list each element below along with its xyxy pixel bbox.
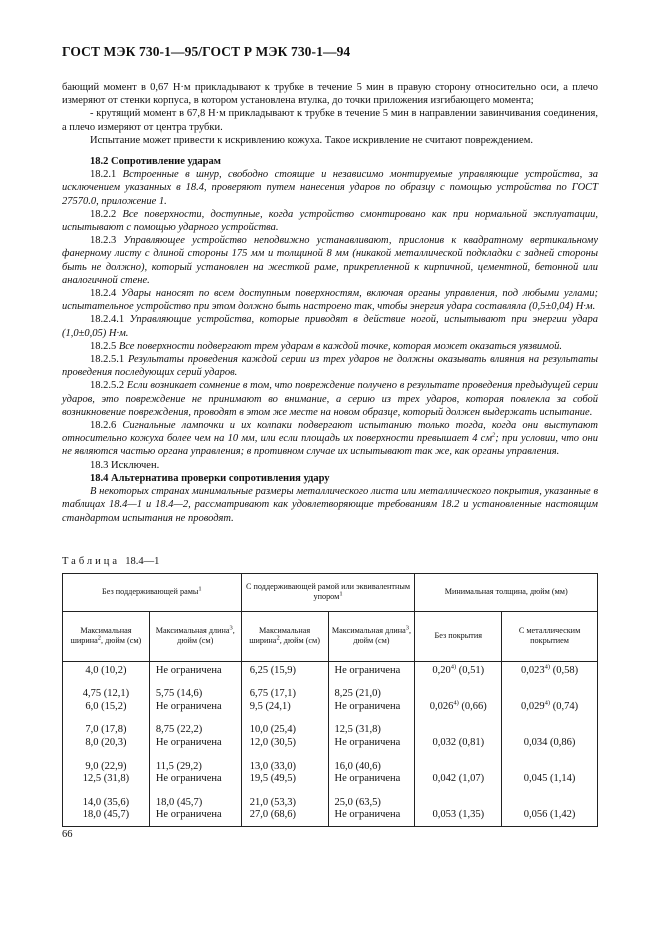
clause-18-3: 18.3 Исключен. [90,459,160,471]
clause-text: Встроенные в шнур, свободно стоящие и независимо монтируемые управляющие устройства, за исключением указанных в 18.4, проверяют путем нанесения ударов по образцу с помощью устройства по ГОСТ 27570.0, приложение 1. [62,169,598,207]
page-number: 66 [62,829,73,840]
table-caption-number: 18.4—1 [125,555,160,567]
table-18-4-1 [62,573,598,827]
clause-text: Сигнальные лампочки и их колпаки подвергают испытанию только тогда, когда они выступают относительно кожуха более чем на 10 мм, или если площадь их поверхности превышает 4 см [62,420,599,445]
group-header-no-frame: Без поддерживающей рамы$^1$ [63,573,242,611]
table-cell: 5,75 (14,6) Не ограничена [149,679,241,715]
clause-18-4-text: В некоторых странах минимальные размеры металлического листа или металлического покрытия, указанные в таблицах 18.4—1 и 18.4—2, рассматривают как удовлетворяющие требованиям 18.2 и установленные настоящим стандартом испытания не проводят. [62,486,598,524]
clause-number: 18.2.5 [90,340,117,352]
table-cell: 6,75 (17,1) 9,5 (24,1) [241,679,328,715]
table-cell: 7,0 (17,8) 8,0 (20,3) [63,715,150,751]
col-header-max-width: Максимальная ширина$^2$, дюйм (см) [63,611,150,661]
table-cell: 0,034 (0,86) [502,715,598,751]
clause-text: Удары наносят по всем доступным поверхностям, включая органы управления, под любыми углами; испытательное устройство при этом должно быть настроено так, чтобы энергия удара составляла (0,5±0,04) Н·м. [62,288,598,313]
clause-number: 18.2.2 [90,208,117,220]
section-heading-18-2: 18.2 Сопротивление ударам [90,156,221,168]
table-cell: 6,25 (15,9) [241,661,328,679]
superscript: 2 [492,431,496,439]
col-header-max-width: Максимальная ширина$^2$, дюйм (см) [241,611,328,661]
clause-number: 18.2.5.1 [90,354,125,366]
table-row [63,661,598,679]
table-cell: 9,0 (22,9) 12,5 (31,8) [63,752,150,788]
clause-18-2-3 [62,234,598,287]
clause-18-2-1 [62,168,598,208]
table-cell: 21,0 (53,3) 27,0 (68,6) [241,788,328,827]
col-header-coated: С металлическим покрытием [502,611,598,661]
table-row [63,715,598,751]
table-cell: 0,042 (1,07) [415,752,502,788]
table-cell: 18,0 (45,7) Не ограничена [149,788,241,827]
table-cell: 4,0 (10,2) [63,661,150,679]
col-header-uncoated: Без покрытия [415,611,502,661]
table-cell: 0,045 (1,14) [502,752,598,788]
clause-18-2-2 [62,208,598,234]
table-cell: 11,5 (29,2) Не ограничена [149,752,241,788]
table-cell: 0,023$^{4)}$ (0,58) [502,661,598,679]
table-cell: 10,0 (25,4) 12,0 (30,5) [241,715,328,751]
clause-number: 18.2.4.1 [90,314,125,326]
group-header-min-thickness: Минимальная толщина, дюйм (мм) [415,573,598,611]
table-cell: Не ограничена [328,661,415,679]
table-cell: 25,0 (63,5) Не ограничена [328,788,415,827]
table-cell: 12,5 (31,8) Не ограничена [328,715,415,751]
document-header: ГОСТ МЭК 730-1—95/ГОСТ Р МЭК 730-1—94 [62,44,351,59]
table-cell: 4,75 (12,1) 6,0 (15,2) [63,679,150,715]
paragraph: бающий момент в 0,67 Н·м прикладывают к трубке в течение 5 мин в правую сторону относительно оси, а плечо измеряют от стенки корпуса, в котором установлена втулка, до точки приложения изгибающего момента; [62,82,598,107]
clause-18-2-5-2 [62,379,598,419]
clause-18-2-5-1 [62,353,598,379]
table-cell: 13,0 (33,0) 19,5 (49,5) [241,752,328,788]
table-cell: 0,056 (1,42) [502,788,598,827]
clause-text: Если возникает сомнение в том, что повреждение получено в результате проведения предыдущей серии ударов, это повреждение не принимают во внимание, а серию из трех ударов, которая повлекла за собой возникновение повреждения, проводят в этом же месте на новом образце, который должен выдержать испытание. [62,380,598,418]
table-row [63,752,598,788]
body-text [62,81,598,525]
clause-number: 18.2.4 [90,288,117,300]
clause-text: ; при условии, что они не являются частью органа управления; в противном случае их испытывают так же, как органы управления. [62,433,598,458]
table-row [63,788,598,827]
clause-number: 18.2.6 [90,420,117,432]
paragraph: - крутящий момент в 67,8 Н·м прикладывают к трубке в течение 5 мин в направлении завинчивания соединения, а плечо измеряют от центра трубки. [62,108,598,133]
table-cell: 8,25 (21,0) Не ограничена [328,679,415,715]
table-cell: 0,026$^{4)}$ (0,66) [415,679,502,715]
table-cell: Не ограничена [149,661,241,679]
table-cell: 0,20$^{4)}$ (0,51) [415,661,502,679]
clause-18-2-5 [62,340,598,353]
table-cell: 14,0 (35,6) 18,0 (45,7) [63,788,150,827]
table-cell: 0,053 (1,35) [415,788,502,827]
clause-text: Управляющее устройство неподвижно устанавливают, прислонив к квадратному вертикальному фанерному листу с длиной стороны 175 мм и толщиной 8 мм (никакой металлической подкладки с задней стороны быть не должно), который установлен на жесткой раме, прикрепленной к кирпичной, цементной, бетонной или аналогичной стене. [62,235,598,286]
table-cell: 16,0 (40,6) Не ограничена [328,752,415,788]
clause-number: 18.2.1 [90,169,117,181]
clause-text: Все поверхности подвергают трем ударам в каждой точке, которая может оказаться уязвимой. [118,340,562,352]
clause-18-2-6 [62,419,598,459]
clause-text: Результаты проведения каждой серии из трех ударов не должны оказывать влияния на результаты проведения последующих серий ударов. [62,354,599,379]
table-row [63,679,598,715]
clause-18-2-4-1 [62,313,598,339]
col-header-max-length: Максимальная длина$^3$, дюйм (см) [328,611,415,661]
clause-text: Все поверхности, доступные, когда устройство смонтировано как при нормальной эксплуатации, испытывают с помощью ударного устройства. [62,208,598,234]
section-heading-18-4: 18.4 Альтернатива проверки сопротивления удару [90,472,330,484]
clause-text: Управляющие устройства, которые приводят в действие ногой, испытывают при энергии удара (1,0±0,05) Н·м. [62,314,599,339]
table-cell: 0,032 (0,81) [415,715,502,751]
paragraph: Испытание может привести к искривлению кожуха. Такое искривление не считают повреждением. [90,134,533,146]
col-header-max-length: Максимальная длина$^3$, дюйм (см) [149,611,241,661]
clause-number: 18.2.3 [90,235,117,247]
clause-18-2-4 [62,287,598,313]
clause-number: 18.2.5.2 [90,380,125,392]
group-header-with-frame: С поддерживающей рамой или эквивалентным упором$^1$ [241,573,415,611]
table-cell: 8,75 (22,2) Не ограничена [149,715,241,751]
table-caption [62,556,598,567]
table-caption-word: Таблица [62,555,121,567]
document-page [62,44,598,827]
table-cell: 0,029$^{4)}$ (0,74) [502,679,598,715]
